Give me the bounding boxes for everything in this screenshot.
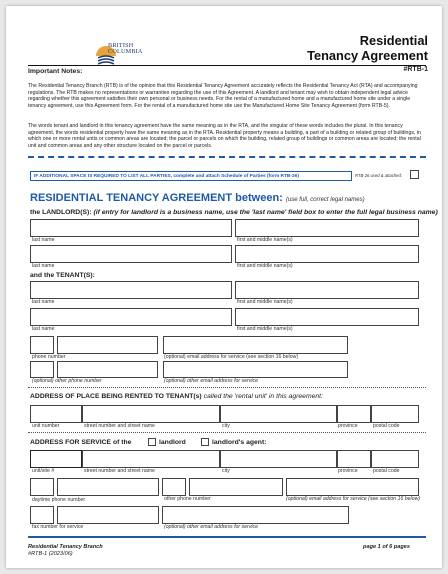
service-agent-label: landlord's agent: [212,439,267,446]
tenant-other-area-code-input[interactable] [30,361,54,378]
tenant-phone-input[interactable] [57,336,158,354]
document-page [6,6,442,568]
service-city-label: city [222,468,230,474]
schedule-banner: IF ADDITIONAL SPACE IS REQUIRED TO LIST ALL PARTIES, complete and attach Schedule of Parties (form RTB-26) [30,171,352,181]
service-unit-label: unit/site # [32,468,55,474]
form-id: #RTB-1 [403,66,428,73]
service-heading: ADDRESS FOR SERVICE of the [30,439,132,446]
tenant-label: and the TENANT(S): [30,272,95,279]
tenant-other-phone-label-text: (optional) other phone number [32,378,102,384]
service-other-phone-label: other phone number [164,496,211,502]
service-other-area-input[interactable] [162,478,186,496]
footer-branch-name: Residential Tenancy Branch [28,544,103,550]
rental-heading-text: ADDRESS OF PLACE BEING RENTED TO TENANT(s) [30,393,202,400]
rental-unit-input[interactable] [30,405,82,423]
service-province-label: province [338,468,358,474]
footer-divider [28,536,426,538]
tenant2-first-name-label: first and middle name(s) [237,326,293,332]
service-other-email-label [164,524,258,530]
landlord-label [30,209,438,216]
service-email-label [286,496,420,502]
footer-form-code: #RTB-1 (2023/06) [28,551,73,557]
tenant-other-email-input[interactable] [163,361,348,378]
service-landlord-label: landlord [159,439,186,446]
service-daytime-area-input[interactable] [30,478,54,496]
header-divider [28,65,426,66]
footer-branch [28,544,103,558]
tenant-email-label: (optional) email address for service (see section 16 below) [164,354,299,360]
tenant1-last-name-input[interactable] [30,281,232,299]
landlord-label-text: the LANDLORD(S): [30,209,92,216]
service-divider [28,432,426,433]
landlord2-last-name-label: last name [32,263,55,269]
service-email-label-text: (optional) email address for service (see section 16 below) [286,496,421,502]
rental-divider [28,387,426,388]
rental-street-label: street number and street name [84,423,155,429]
title-line2: Tenancy Agreement [307,47,428,63]
service-other-email-input[interactable] [162,506,349,524]
bc-logo [94,34,158,66]
tenant2-last-name-input[interactable] [30,308,232,326]
tenant-email-input[interactable] [163,336,348,354]
parties-heading [30,192,365,204]
service-fax-label: fax number for service [32,524,84,530]
landlord-label-note: (if entry for landlord is a business name, use the 'last name' field box to enter the full legal business name) [93,209,438,216]
service-postal-input[interactable] [371,450,419,468]
tenant2-last-name-label: last name [32,326,55,332]
rental-province-input[interactable] [337,405,371,423]
service-email-input[interactable] [286,478,419,496]
service-landlord-checkbox[interactable] [148,438,156,446]
logo-line2: COLUMBIA [108,48,143,56]
service-street-input[interactable] [82,450,220,468]
footer-page-number: page 1 of 6 pages [363,544,410,550]
landlord2-first-name-label: first and middle name(s) [237,263,293,269]
rental-heading-note: called the 'rental unit' in this agreement: [203,393,323,400]
notes-heading: Important Notes: [28,68,83,75]
tenant1-first-name-input[interactable] [235,281,419,299]
logo-line1: BRITISH [108,42,134,49]
rental-address-heading [30,393,323,400]
landlord1-last-name-label: last name [32,237,55,243]
rental-city-label: city [222,423,230,429]
tenant-phone-label: phone number [32,354,66,360]
service-postal-label: postal code [373,468,400,474]
service-agent-checkbox[interactable] [201,438,209,446]
logo-wordmark [108,43,168,56]
landlord2-last-name-input[interactable] [30,245,232,263]
page-title [307,34,428,63]
section-divider [28,156,426,158]
service-other-phone-input[interactable] [189,478,283,496]
parties-heading-text: RESIDENTIAL TENANCY AGREEMENT between: [30,192,283,204]
service-fax-area-input[interactable] [30,506,54,524]
landlord1-last-name-input[interactable] [30,219,232,237]
rental-province-label: province [338,423,358,429]
title-line1: Residential [359,33,428,48]
rental-postal-label: postal code [373,423,400,429]
tenant1-first-name-label: first and middle name(s) [237,299,293,305]
service-daytime-phone-input[interactable] [57,478,159,496]
landlord1-first-name-input[interactable] [235,219,419,237]
service-fax-input[interactable] [57,506,159,524]
service-other-email-label-text: (optional) other email address for service [164,524,258,530]
tenant-other-email-label [164,378,258,384]
service-street-label: street number and street name [84,468,155,474]
rental-city-input[interactable] [220,405,337,423]
landlord2-first-name-input[interactable] [235,245,419,263]
landlord1-first-name-label: first and middle name(s) [237,237,293,243]
tenant2-first-name-input[interactable] [235,308,419,326]
notes-paragraph-2: The words tenant and landlord in this tenancy agreement have the same meaning as in the RTA, and the singular of these words includes the plural. In this tenancy agreement, the words residential property have the same meaning as in the RTA. Residential property means a building, a part of a building or related group of buildings, in which one or more rental units or common areas are located; the parcel or parcels on which the building, related group of buildings or common areas are located; the rental unit and common areas and any other structure located on the parcel or parcels. [28,123,421,149]
schedule-note: RTB-26 used & attached: [355,173,402,178]
rental-postal-input[interactable] [371,405,419,423]
tenant1-last-name-label: last name [32,299,55,305]
service-unit-input[interactable] [30,450,82,468]
tenant-other-phone-input[interactable] [57,361,158,378]
notes-paragraph-1: The Residential Tenancy Branch (RTB) is of the opinion that this Residential Tenancy Agreement accurately reflects the Residential Tenancy Act (RTA) and accompanying regulations. The RTB makes no representations or warranties regarding the use of this Agreement. A landlord and tenant may wish to obtain independent legal advice regarding whether this agreement satisfies their own personal or business needs. For the rental of a manufactured home and a manufactured home site under a single tenancy agreement, use this Agreement form. For the rental of a manufactured home site use the Manufactured Home Site Tenancy Agreement (form RTB-5). [28,83,418,109]
tenant-area-code-input[interactable] [30,336,54,354]
rtb26-checkbox[interactable] [410,170,419,179]
parties-heading-note: (use full, correct legal names) [285,197,365,203]
rental-street-input[interactable] [82,405,220,423]
tenant-other-email-label-text: (optional) other email address for service [164,378,258,384]
rental-unit-label: unit number [32,423,60,429]
service-city-input[interactable] [220,450,337,468]
tenant-other-phone-label [32,378,102,384]
service-province-input[interactable] [337,450,371,468]
service-daytime-phone-label: daytime phone number [32,497,86,503]
